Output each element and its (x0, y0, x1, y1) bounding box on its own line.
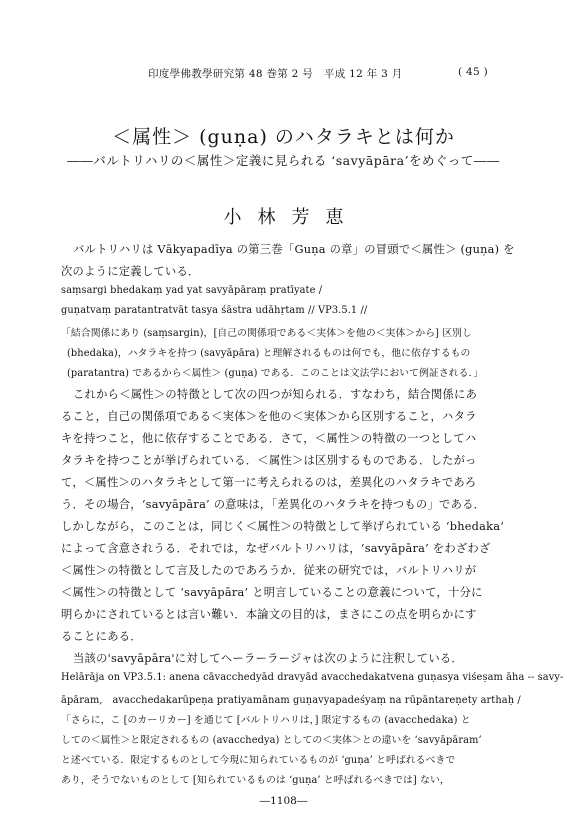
text-line: しての＜属性＞と限定されるもの (avacchedya) としての＜実体＞との違いを ‘savyāpāram’ (61, 735, 482, 746)
text-line: ること，自己の関係項である＜実体＞を他の＜実体＞から区別すること，ハタラ (61, 410, 477, 423)
folio: ―1108― (259, 795, 308, 807)
text-line: う．その場合，‘savyāpāra’ の意味は，「差異化のハタラキを持つもの」である． (61, 498, 486, 511)
text-line: ＜属性＞の特徴として ‘savyāpāra’ と明言していることの意義について，十分に (61, 586, 483, 599)
text-line: 次のように定義している． (61, 265, 200, 278)
text-line: ＜属性＞の特徴として言及したのであろうか．従来の研究では，バルトリハリが (61, 564, 477, 577)
text-line: あり，そうでないものとして [知られているものは ‘guṇa’ と呼ばれるべきでは] ない， (61, 775, 450, 786)
text-line: (bhedaka)，ハタラキを持つ (savyāpāra) と理解されるものは何でも，他に依存するもの (67, 348, 471, 359)
text-line: (paratantra) であるから＜属性＞ (guṇa) である．このことは文法学において例証される．」 (67, 368, 484, 379)
text-line: によって含意されうる．それでは，なぜバルトリハリは，‘savyāpāra’ をわざわざ (61, 542, 491, 555)
text-line: ることにある． (61, 630, 142, 643)
text-line: て，＜属性＞のハタラキとして第一に考えられるのは，差異化のハタラキであろ (61, 476, 477, 489)
text-line: 「結合関係にあり (saṃsargin)，[自己の関係項である＜実体＞を他の＜実体＞から] 区別し (61, 328, 472, 339)
text-line: これから＜属性＞の特徴として次の四つが知られる．すなわち，結合関係にあ (73, 388, 478, 401)
text-line: āpāram, avacchedakarūpeṇa pratiyamānam guṇavyapadeśyaṃ na rūpāntareṇety arthaḥ / (61, 695, 521, 706)
text-line: 明らかにされているとは言い難い．本論文の目的は，まさにこの点を明らかにす (61, 608, 477, 621)
text-line: バルトリハリは Vākyapadīya の第三巻「Guṇa の章」の冒頭で＜属性＞ (guṇa) を (73, 243, 515, 256)
text-line: Helārāja on VP3.5.1: anena cāvacchedyād dravyād avacchedakatvena guṇasya viśeṣam āha -- savy- (61, 672, 564, 683)
journal-header: 印度學佛教學研究第 48 巻第 2 号 平成 12 年 3 月 (148, 68, 403, 80)
text-line: 当該の'savyāpāra'に対してヘーラーラージャは次のように注釈している． (73, 652, 463, 665)
text-line: キを持つこと，他に依存することである．さて，＜属性＞の特徴の一つとしてハ (61, 432, 477, 445)
text-line: タラキを持つことが挙げられている．＜属性＞は区別するものである．したがっ (61, 454, 477, 467)
text-line: guṇatvaṃ paratantratvāt tasya śāstra udāhṛtam // VP3.5.1 // (61, 305, 368, 316)
text-line: と述べている．限定するものとして今現に知られているものが ‘guṇa’ と呼ばれるべきで (61, 755, 456, 766)
text-line: 「さらに，こ [のカーリカー] を通じて [バルトリハリは，] 限定するもの (avacchedaka) と (61, 715, 471, 726)
article-subtitle: ――バルトリハリの＜属性＞定義に見られる ‘savyāpāra’をめぐって―― (67, 153, 500, 168)
text-line: saṃsargi bhedakaṃ yad yat savyāpāraṃ pratīyate / (61, 285, 323, 296)
author-name: 小林芳恵 (223, 207, 360, 228)
page-number: ( 45 ) (458, 66, 489, 78)
text-line: しかしながら，このことは，同じく＜属性＞の特徴として挙げられている ‘bhedaka’ (61, 520, 505, 533)
article-title: ＜属性＞ (guṇa) のハタラキとは何か (112, 126, 455, 148)
